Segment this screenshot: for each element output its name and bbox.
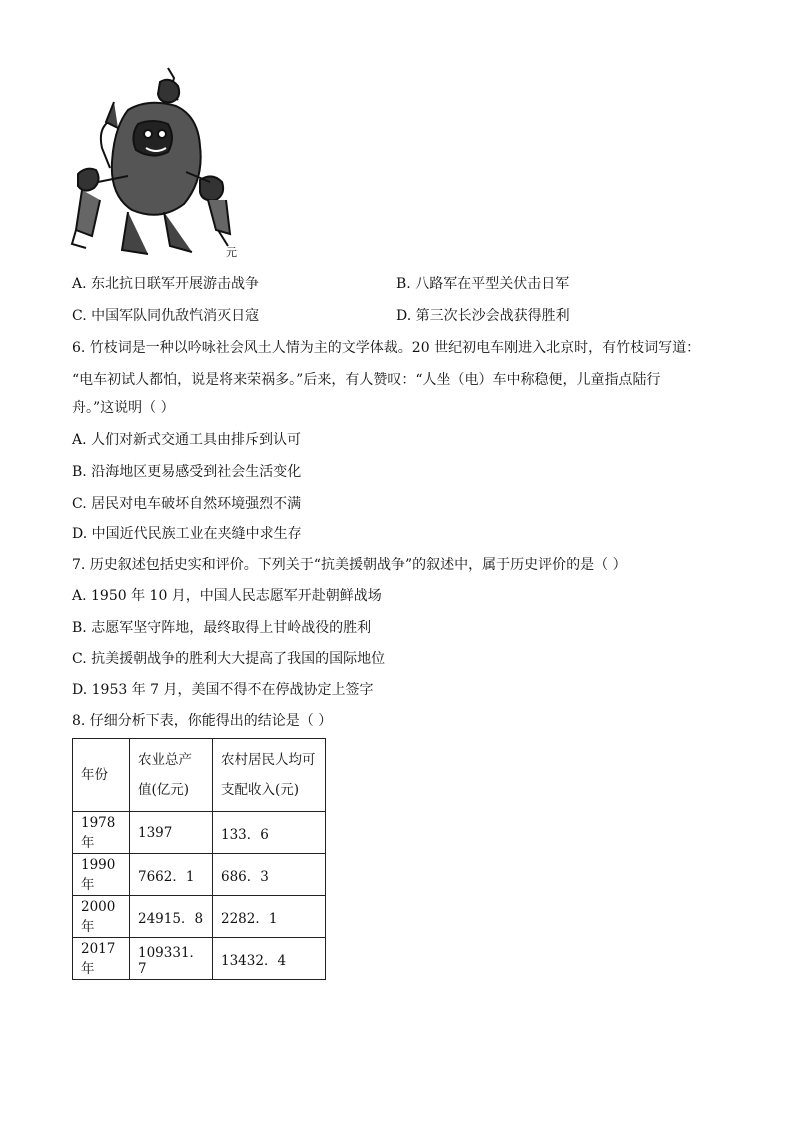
table-cell: 2000年: [73, 896, 130, 938]
q5-option-b[interactable]: B. 八路军在平型关伏击日军: [396, 276, 570, 292]
table-row: [73, 938, 326, 980]
table-cell: 13432．4: [213, 938, 326, 980]
table-cell: 1978年: [73, 812, 130, 854]
q7-option-b[interactable]: B. 志愿军坚守阵地，最终取得上甘岭战役的胜利: [72, 620, 372, 636]
q7-option-a[interactable]: A. 1950 年 10 月，中国人民志愿军开赴朝鲜战场: [72, 588, 382, 604]
table-cell: 109331．7: [130, 938, 213, 980]
q6-option-c[interactable]: C. 居民对电车破坏自然环境强烈不满: [72, 496, 302, 512]
q5-option-a[interactable]: A. 东北抗日联军开展游击战争: [72, 276, 260, 292]
q6-option-d[interactable]: D. 中国近代民族工业在夹缝中求生存: [72, 526, 302, 542]
q5-option-d[interactable]: D. 第三次长沙会战获得胜利: [396, 308, 570, 324]
q6-option-b[interactable]: B. 沿海地区更易感受到社会生活变化: [72, 464, 302, 480]
q8-stem: 8. 仔细分析下表，你能得出的结论是（ ）: [72, 713, 333, 729]
q6-option-a[interactable]: A. 人们对新式交通工具由排斥到认可: [72, 432, 302, 448]
table-header-year: 年份: [73, 739, 130, 812]
table-header-row: [73, 739, 326, 812]
table-header-rural-income: 农村居民人均可支配收入(元): [213, 739, 326, 812]
table-cell: 133．6: [213, 812, 326, 854]
table-row: [73, 896, 326, 938]
table-cell: 1990年: [73, 854, 130, 896]
q7-option-d[interactable]: D. 1953 年 7 月，美国不得不在停战协定上签字: [72, 682, 374, 698]
cartoon-illustration: [68, 62, 248, 262]
q6-stem-line3: 舟。”这说明（ ）: [72, 400, 175, 416]
table-cell: 2017年: [73, 938, 130, 980]
q7-stem: 7. 历史叙述包括史实和评价。下列关于“抗美援朝战争”的叙述中，属于历史评价的是（ ）: [72, 557, 627, 573]
table-cell: 2282．1: [213, 896, 326, 938]
table-header-agri-output: 农业总产值(亿元): [130, 739, 213, 812]
table-cell: 1397: [130, 812, 213, 854]
table-cell: 686．3: [213, 854, 326, 896]
q6-stem-line1: 6. 竹枝词是一种以吟咏社会风土人情为主的文学体裁。20 世纪初电车刚进入北京时，有竹枝词写道：: [72, 340, 701, 356]
data-table: [72, 738, 326, 980]
q5-option-c[interactable]: C. 中国军队同仇敌忾消灭日寇: [72, 308, 260, 324]
table-row: [73, 812, 326, 854]
table-cell: 7662．1: [130, 854, 213, 896]
table-row: [73, 854, 326, 896]
table-cell: 24915．8: [130, 896, 213, 938]
q6-stem-line2: “电车初试人都怕，说是将来荣祸多。”后来，有人赞叹：“人坐（电）车中称稳便，儿童指点陆行: [72, 372, 661, 388]
illustration-signature: 元: [226, 246, 237, 259]
q7-option-c[interactable]: C. 抗美援朝战争的胜利大大提高了我国的国际地位: [72, 651, 386, 667]
